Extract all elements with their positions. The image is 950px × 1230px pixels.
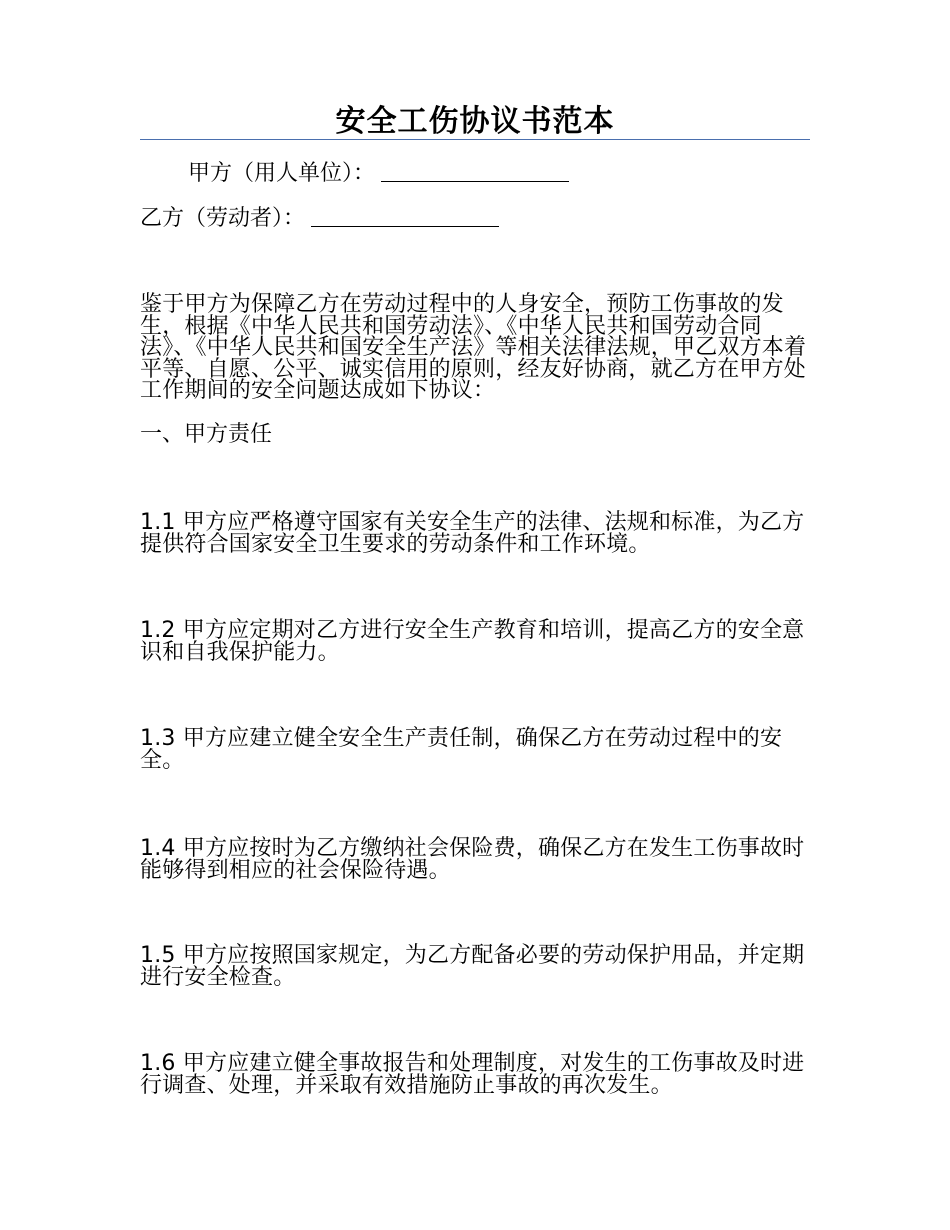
title-underline xyxy=(140,139,810,140)
intro-paragraph: 鉴于甲方为保障乙方在劳动过程中的人身安全，预防工伤事故的发生，根据《中华人民共和国劳动法》、《中华人民共和国劳动合同法》、《中华人民共和国安全生产法》等相关法律法规，甲乙双方本着平等、自愿、公平、诚实信用的原则，经友好协商，就乙方在甲方处工作期间的安全问题达成如下协议： xyxy=(140,292,807,403)
clause-1-6: 1.6 甲方应建立健全事故报告和处理制度，对发生的工伤事故及时进行调查、处理，并采取有效措施防止事故的再次发生。 xyxy=(140,1051,805,1098)
clause-1-3: 1.3 甲方应建立健全安全生产责任制，确保乙方在劳动过程中的安全。 xyxy=(140,726,783,773)
section-heading-party-a: 一、甲方责任 xyxy=(140,422,273,447)
party-b-field xyxy=(140,203,499,235)
clause-1-1: 1.1 甲方应严格遵守国家有关安全生产的法律、法规和标准，为乙方提供符合国家安全卫生要求的劳动条件和工作环境。 xyxy=(140,510,805,557)
party-a-blank-line xyxy=(381,159,569,182)
clause-1-5: 1.5 甲方应按照国家规定，为乙方配备必要的劳动保护用品，并定期进行安全检查。 xyxy=(140,943,805,990)
clause-1-2: 1.2 甲方应定期对乙方进行安全生产教育和培训，提高乙方的安全意识和自我保护能力。 xyxy=(140,618,805,665)
party-b-blank-line xyxy=(311,204,499,227)
party-b-label: 乙方（劳动者）： xyxy=(140,206,306,231)
document-title: 安全工伤协议书范本 xyxy=(335,104,615,139)
party-a-label: 甲方（用人单位）： xyxy=(188,161,376,186)
clause-1-4: 1.4 甲方应按时为乙方缴纳社会保险费，确保乙方在发生工伤事故时能够得到相应的社会保险待遇。 xyxy=(140,836,805,883)
party-a-field xyxy=(188,158,569,190)
